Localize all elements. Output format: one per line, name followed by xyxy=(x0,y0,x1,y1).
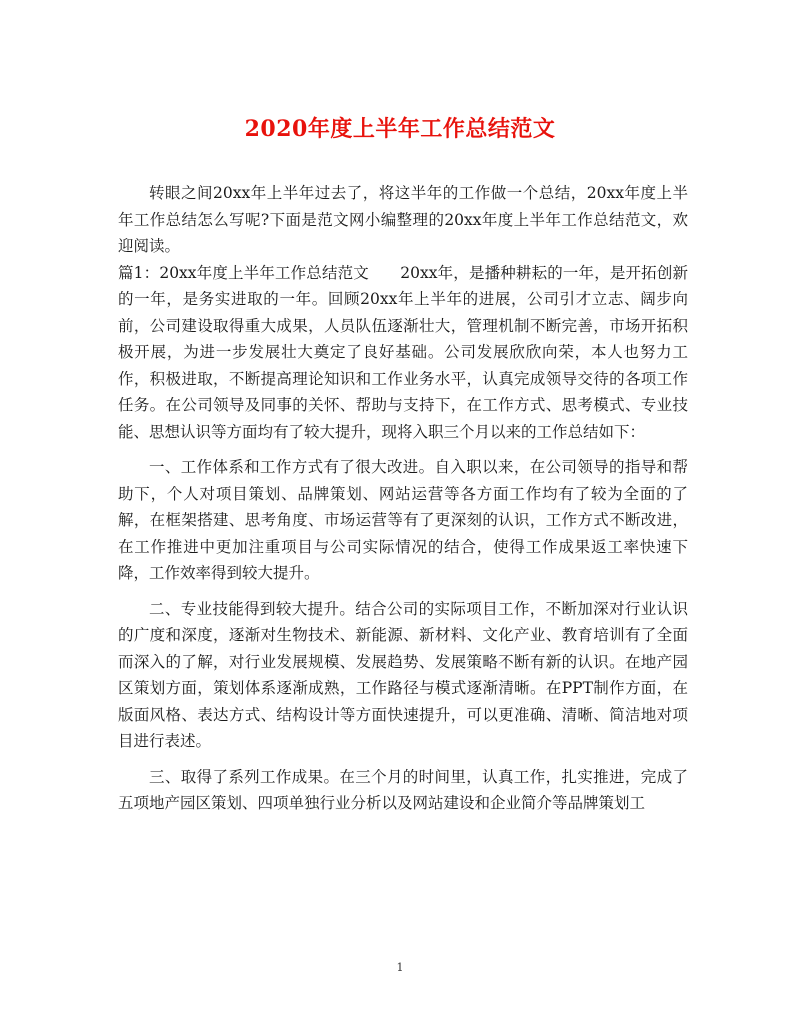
section-1-paragraph: 篇1：20xx年度上半年工作总结范文 20xx年，是播种耕耘的一年，是开拓创新的一年，是务实进取的一年。回顾20xx年上半年的进展，公司引才立志、阔步向前，公司建设取得重大成果，人员队伍逐渐壮大，管理机制不断完善，市场开拓积极开展，为进一步发展壮大奠定了良好基础。公司发展欣欣向荣，本人也努力工作，积极进取，不断提高理论知识和工作业务水平，认真完成领导交待的各项工作任务。在公司领导及同事的关怀、帮助与支持下，在工作方式、思考模式、专业技能、思想认识等方面均有了较大提升，现将入职三个月以来的工作总结如下： xyxy=(118,263,688,441)
intro-paragraph: 转眼之间20xx年上半年过去了，将这半年的工作做一个总结，20xx年度上半年工作总结怎么写呢?下面是范文网小编整理的20xx年度上半年工作总结范文，欢迎阅读。 xyxy=(118,184,688,255)
point-2-paragraph: 二、专业技能得到较大提升。结合公司的实际项目工作，不断加深对行业认识的广度和深度，逐渐对生物技术、新能源、新材料、文化产业、教育培训有了全面而深入的了解，对行业发展规模、发展趋势、发展策略不断有新的认识。在地产园区策划方面，策划体系逐渐成熟，工作路径与模式逐渐清晰。在PPT制作方面，在版面风格、表达方式、结构设计等方面快速提升，可以更准确、清晰、简洁地对项目进行表述。 xyxy=(118,599,688,750)
page-number: 1 xyxy=(396,961,404,974)
point-1-paragraph: 一、工作体系和工作方式有了很大改进。自入职以来，在公司领导的指导和帮助下，个人对项目策划、品牌策划、网站运营等各方面工作均有了较为全面的了解，在框架搭建、思考角度、市场运营等有了更深刻的认识，工作方式不断改进，在工作推进中更加注重项目与公司实际情况的结合，使得工作成果返工率快速下降，工作效率得到较大提升。 xyxy=(118,458,688,582)
document-body xyxy=(118,180,688,817)
point-3-paragraph: 三、取得了系列工作成果。在三个月的时间里，认真工作，扎实推进，完成了五项地产园区策划、四项单独行业分析以及网站建设和企业简介等品牌策划工 xyxy=(118,767,688,812)
document-title: 2020年度上半年工作总结范文 xyxy=(244,116,556,142)
